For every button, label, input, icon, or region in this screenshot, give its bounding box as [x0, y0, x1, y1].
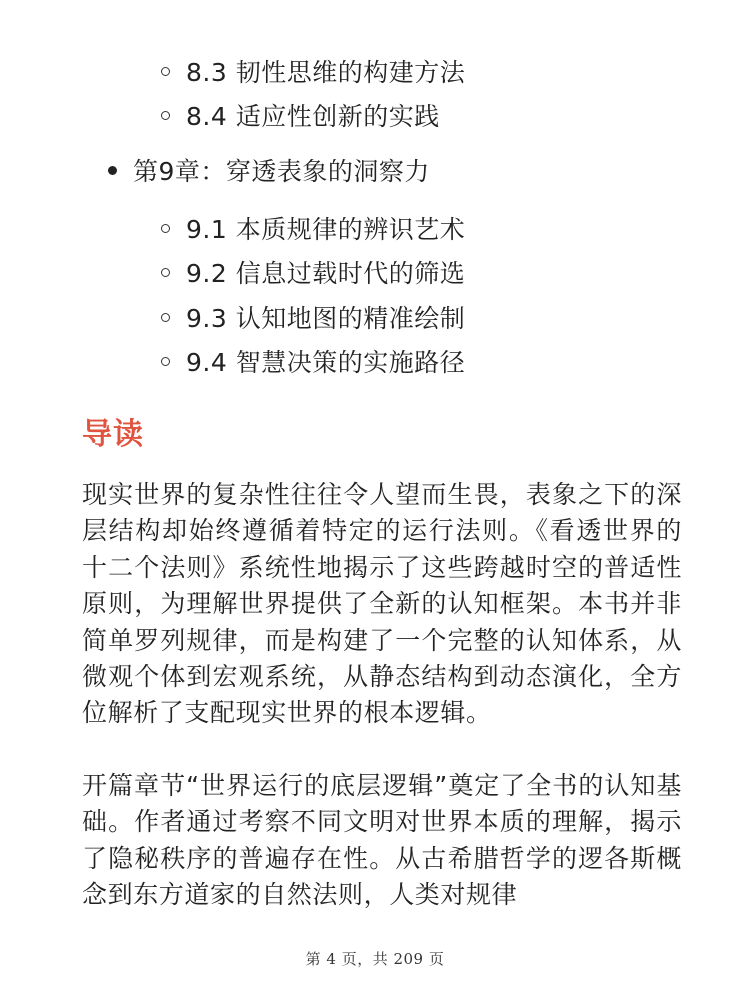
hollow-bullet-icon — [161, 111, 170, 120]
subsection-label: 9.2 信息过载时代的筛选 — [186, 259, 466, 288]
list-item — [161, 95, 440, 135]
subsection-label: 8.4 适应性创新的实践 — [186, 102, 440, 131]
hollow-bullet-icon — [161, 357, 170, 366]
subsection-label: 9.4 智慧决策的实施路径 — [186, 348, 466, 377]
body-paragraph: 现实世界的复杂性往往令人望而生畏，表象之下的深层结构却始终遵循着特定的运行法则。《看透世界的十二个法则》系统性地揭示了这些跨越时空的普适性原则，为理解世界提供了全新的认知框架。本书并非简单罗列规律，而是构建了一个完整的认知体系，从微观个体到宏观系统，从静态结构到动态演化，全方位解析了支配现实世界的根本逻辑。 — [82, 480, 682, 728]
hollow-bullet-icon — [161, 67, 170, 76]
page-number: 第 4 页，共 209 页 — [305, 950, 445, 968]
chapter-label: 第9章：穿透表象的洞察力 — [133, 157, 430, 186]
list-item — [161, 51, 465, 91]
hollow-bullet-icon — [161, 313, 170, 322]
solid-bullet-icon — [108, 166, 117, 175]
subsection-label: 8.3 韧性思维的构建方法 — [186, 58, 466, 87]
hollow-bullet-icon — [161, 268, 170, 277]
subsection-label: 9.3 认知地图的精准绘制 — [186, 304, 466, 333]
section-heading: 导读 — [82, 417, 144, 452]
subsection-label: 9.1 本质规律的辨识艺术 — [186, 215, 466, 244]
list-item — [161, 341, 465, 381]
hollow-bullet-icon — [161, 224, 170, 233]
list-item — [161, 208, 465, 248]
body-paragraph: 开篇章节“世界运行的底层逻辑”奠定了全书的认知基础。作者通过考察不同文明对世界本质的理解，揭示了隐秘秩序的普遍存在性。从古希腊哲学的逻各斯概念到东方道家的自然法则，人类对规律 — [82, 771, 682, 910]
list-item — [161, 297, 465, 337]
list-item — [161, 252, 465, 292]
chapter-item — [108, 150, 430, 190]
